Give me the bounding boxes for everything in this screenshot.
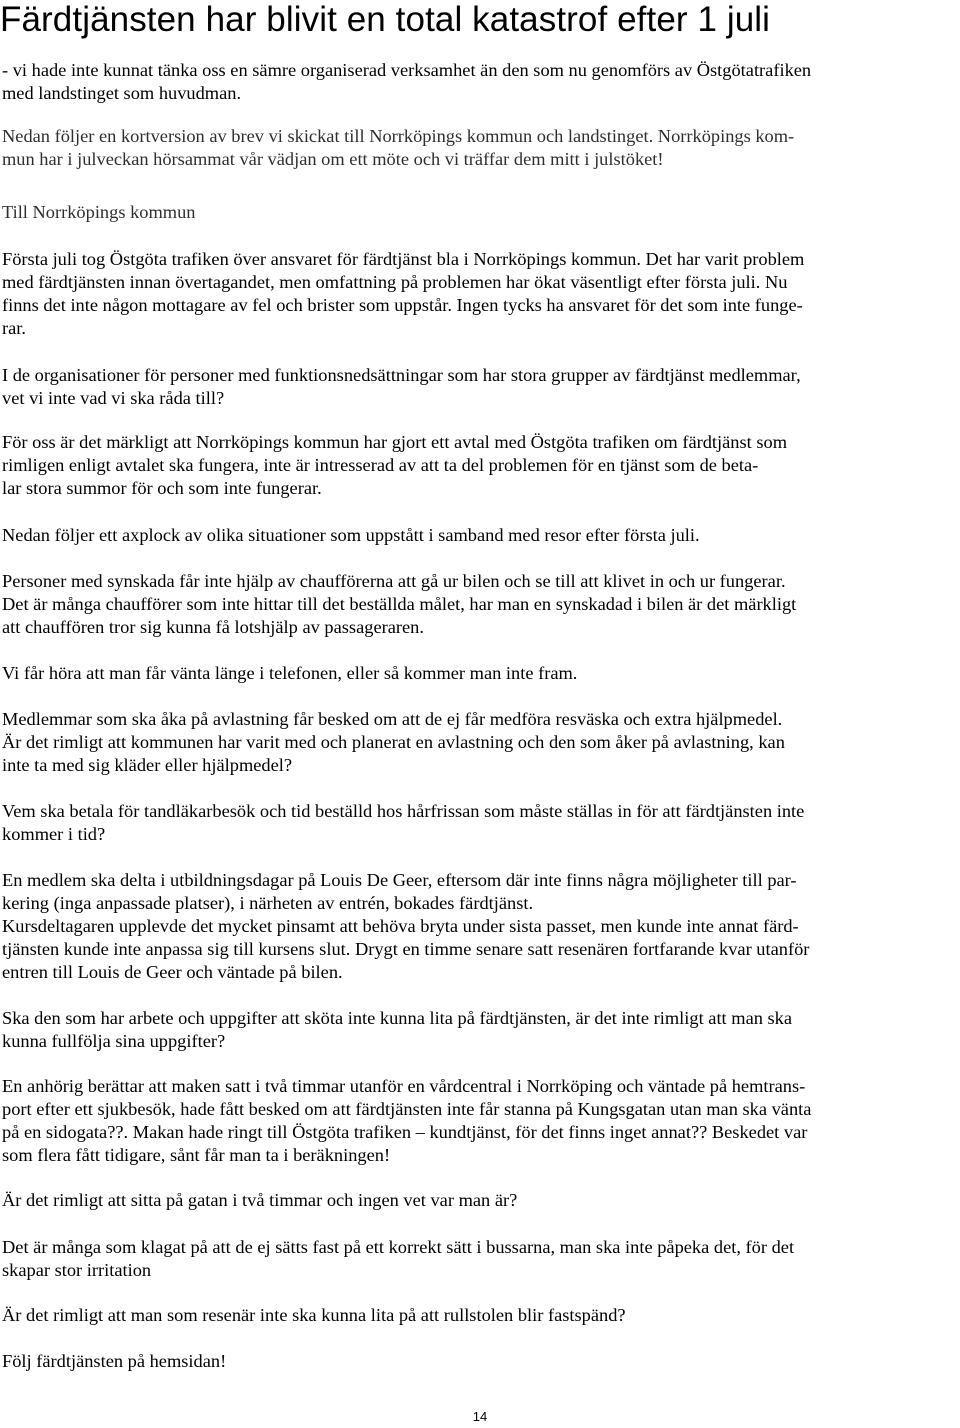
- text-line: Vem ska betala för tandläkarbesök och tid beställd hos hårfrissan som måste ställas in för att färdtjänsten inte: [2, 801, 805, 821]
- letter-paragraph: [2, 431, 957, 500]
- letter-paragraph: [2, 364, 957, 410]
- letter-paragraph: [2, 708, 957, 777]
- text-line: rimligen enligt avtalet ska fungera, inte är intresserad av att ta del problemen för en tjänst som de beta-: [2, 455, 759, 475]
- text-line: vet vi inte vad vi ska råda till?: [2, 388, 225, 408]
- letter-paragraph: [2, 1189, 957, 1212]
- page-title: Färdtjänsten har blivit en total katastrof efter 1 juli: [0, 0, 771, 39]
- text-line: Det är många chaufförer som inte hittar till det beställda målet, har man en synskadad i bilen är det märkligt: [2, 594, 797, 614]
- letter-paragraph: [2, 869, 957, 984]
- text-line: inte ta med sig kläder eller hjälpmedel?: [2, 755, 293, 775]
- text-line: Är det rimligt att kommunen har varit med och planerat en avlastning och den som åker på avlastning, kan: [2, 732, 785, 752]
- text-line: Nedan följer ett axplock av olika situationer som uppstått i samband med resor efter första juli.: [2, 525, 700, 545]
- letter-paragraph: [2, 1075, 957, 1167]
- text-line: Är det rimligt att man som resenär inte ska kunna lita på att rullstolen blir fastspänd?: [2, 1305, 626, 1325]
- text-line: med landstinget som huvudman.: [2, 83, 242, 103]
- letter-paragraph: [2, 1236, 957, 1282]
- text-line: port efter ett sjukbesök, hade fått besked om att färdtjänsten inte får stanna på Kungsgatan utan man ska vänta: [2, 1099, 812, 1119]
- letter-paragraph: [2, 800, 957, 846]
- letter-paragraph: [2, 248, 957, 340]
- letter-note-paragraph: [2, 125, 957, 171]
- text-line: rar.: [2, 318, 26, 338]
- text-line: En medlem ska delta i utbildningsdagar på Louis De Geer, eftersom där inte finns några möjligheter till par-: [2, 870, 797, 890]
- text-line: att chauffören tror sig kunna få lotshjälp av passageraren.: [2, 617, 424, 637]
- letter-paragraph: [2, 570, 957, 639]
- letter-paragraph: [2, 524, 957, 547]
- text-line: kunna fullfölja sina uppgifter?: [2, 1031, 226, 1051]
- text-line: Medlemmar som ska åka på avlastning får besked om att de ej får medföra resväska och extra hjälpmedel.: [2, 709, 783, 729]
- text-line: Personer med synskada får inte hjälp av chaufförerna att gå ur bilen och se till att klivet in och ur fungerar.: [2, 571, 786, 591]
- letter-paragraph: [2, 662, 957, 685]
- text-line: lar stora summor för och som inte fungerar.: [2, 478, 322, 498]
- text-line: finns det inte någon mottagare av fel och brister som uppstår. Ingen tycks ha ansvaret för det som inte funge-: [2, 295, 803, 315]
- closing-line: [2, 1350, 957, 1373]
- text-line: som flera fått tidigare, sånt får man ta i beräkningen!: [2, 1145, 391, 1165]
- text-line: entren till Louis de Geer och väntade på bilen.: [2, 962, 343, 982]
- text-line: tjänsten kunde inte anpassa sig till kursens slut. Drygt en timme senare satt resenären fortfarande kvar utanför: [2, 939, 810, 959]
- letter-paragraph: [2, 1007, 957, 1053]
- text-line: kering (inga anpassade platser), i närheten av entrén, bokades färdtjänst.: [2, 893, 534, 913]
- text-line: En anhörig berättar att maken satt i två timmar utanför en vårdcentral i Norrköping och väntade på hemtrans-: [2, 1076, 806, 1096]
- text-line: Ska den som har arbete och uppgifter att sköta inte kunna lita på färdtjänsten, är det inte rimligt att man ska: [2, 1008, 793, 1028]
- page-number: 14: [472, 1409, 488, 1424]
- text-line: kommer i tid?: [2, 824, 106, 844]
- text-line: I de organisationer för personer med funktionsnedsättningar som har stora grupper av färdtjänst medlemmar,: [2, 365, 801, 385]
- letter-addressee: [2, 201, 957, 224]
- text-line: Nedan följer en kortversion av brev vi skickat till Norrköpings kommun och landstinget. Norrköpings kom-: [2, 126, 795, 146]
- text-line: - vi hade inte kunnat tänka oss en sämre organiserad verksamhet än den som nu genomförs av Östgötatrafiken: [2, 60, 812, 80]
- text-line: på en sidogata??. Makan hade ringt till Östgöta trafiken – kundtjänst, för det finns inget annat?? Beskedet var: [2, 1122, 808, 1142]
- text-line: Kursdeltagaren upplevde det mycket pinsamt att behöva bryta under sista passet, men kunde inte annat färd-: [2, 916, 799, 936]
- text-line: Första juli tog Östgöta trafiken över ansvaret för färdtjänst bla i Norrköpings kommun. Det har varit problem: [2, 249, 805, 269]
- text-line: Till Norrköpings kommun: [2, 202, 196, 222]
- text-line: med färdtjänsten innan övertagandet, men omfattning på problemen har ökat väsentligt efter första juli. Nu: [2, 272, 788, 292]
- text-line: Är det rimligt att sitta på gatan i två timmar och ingen vet var man är?: [2, 1190, 518, 1210]
- text-line: Följ färdtjänsten på hemsidan!: [2, 1351, 227, 1371]
- text-line: skapar stor irritation: [2, 1260, 152, 1280]
- intro-paragraph: [2, 59, 957, 105]
- text-line: Vi får höra att man får vänta länge i telefonen, eller så kommer man inte fram.: [2, 663, 578, 683]
- text-line: mun har i julveckan hörsammat vår vädjan om ett möte och vi träffar dem mitt i julstöket!: [2, 149, 664, 169]
- text-line: För oss är det märkligt att Norrköpings kommun har gjort ett avtal med Östgöta trafiken om färdtjänst som: [2, 432, 788, 452]
- text-line: Det är många som klagat på att de ej sätts fast på ett korrekt sätt i bussarna, man ska inte påpeka det, för det: [2, 1237, 795, 1257]
- letter-paragraph: [2, 1304, 957, 1327]
